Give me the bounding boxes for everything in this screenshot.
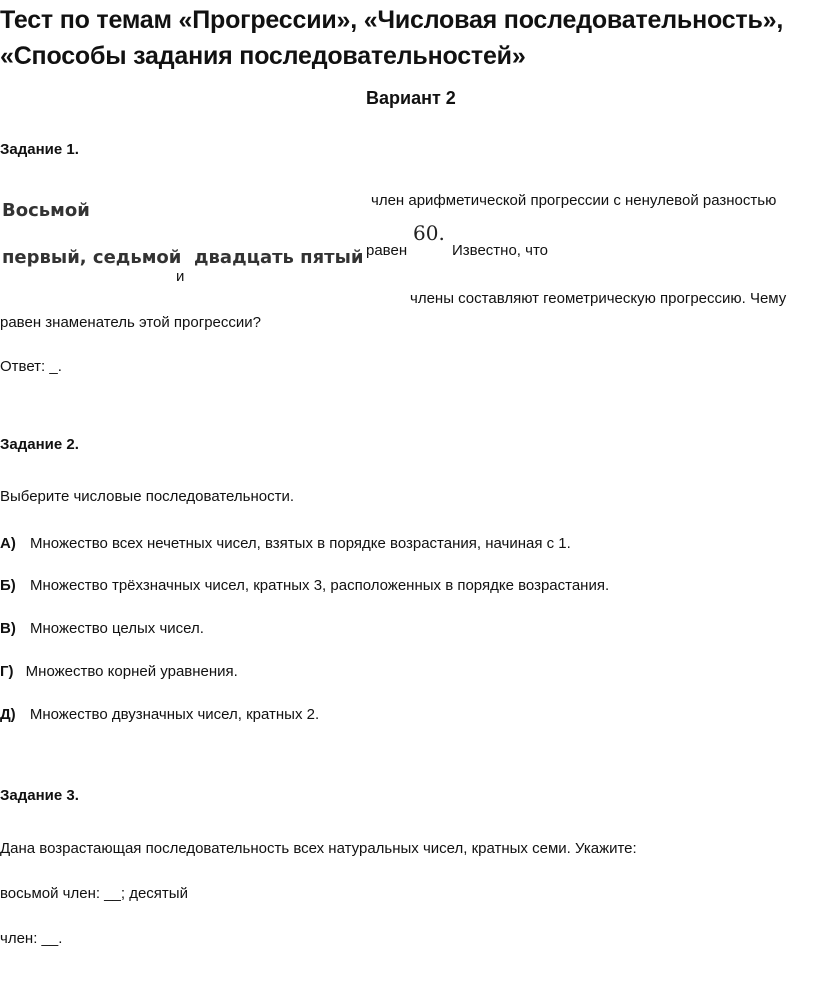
option-d-text: Множество корней уравнения.	[25, 663, 238, 680]
option-b-text: Множество трёхзначных чисел, кратных 3, расположенных в порядке возрастания.	[29, 577, 610, 594]
task-2-option-e	[0, 706, 319, 723]
task-1-image-word-twentyfifth: двадцать пятый	[194, 247, 364, 268]
task-1-text-equals: равен	[366, 242, 408, 259]
task-1-heading: Задание 1.	[0, 141, 79, 158]
option-e-text: Множество двузначных чисел, кратных 2.	[29, 706, 320, 723]
option-b-label: Б)	[0, 577, 16, 594]
task-2-option-c	[0, 620, 204, 637]
task-2-option-a	[0, 535, 571, 552]
task-2-heading: Задание 2.	[0, 436, 79, 453]
task-1-math-value: 60.	[413, 221, 445, 245]
task-1-image-word-eighth: Восьмой	[2, 200, 90, 221]
task-1-image-and: и	[176, 268, 185, 285]
task-1-text-line-3: члены составляют геометрическую прогрессию. Чему	[410, 290, 787, 307]
task-1-image-words-first-seventh: первый, седьмой	[2, 247, 182, 268]
task-3-heading: Задание 3.	[0, 787, 79, 804]
task-3-line-1: восьмой член: __; десятый	[0, 885, 188, 902]
option-a-label: А)	[0, 535, 16, 552]
task-1-text-line-4: равен знаменатель этой прогрессии?	[0, 314, 261, 331]
task-3-prompt: Дана возрастающая последовательность всех натуральных чисел, кратных семи. Укажите:	[0, 840, 637, 857]
option-c-label: В)	[0, 620, 16, 637]
task-2-prompt: Выберите числовые последовательности.	[0, 488, 294, 505]
option-d-label: Г)	[0, 663, 14, 680]
task-3-line-2: член: __.	[0, 930, 63, 947]
option-c-text: Множество целых чисел.	[30, 620, 204, 637]
document-title-line-1: Тест по темам «Прогрессии», «Числовая последовательность»,	[0, 6, 784, 34]
option-a-text: Множество всех нечетных чисел, взятых в порядке возрастания, начиная с 1.	[30, 535, 571, 552]
task-2-option-b	[0, 577, 609, 594]
task-1-text-known: Известно, что	[452, 242, 548, 259]
option-e-label: Д)	[0, 706, 16, 723]
variant-heading: Вариант 2	[366, 88, 456, 108]
document-title-line-2: «Способы задания последовательностей»	[0, 42, 526, 70]
task-1-text-line-1: член арифметической прогрессии с ненулевой разностью	[371, 192, 777, 209]
task-2-option-d	[0, 663, 238, 680]
task-1-answer: Ответ: _.	[0, 358, 62, 375]
